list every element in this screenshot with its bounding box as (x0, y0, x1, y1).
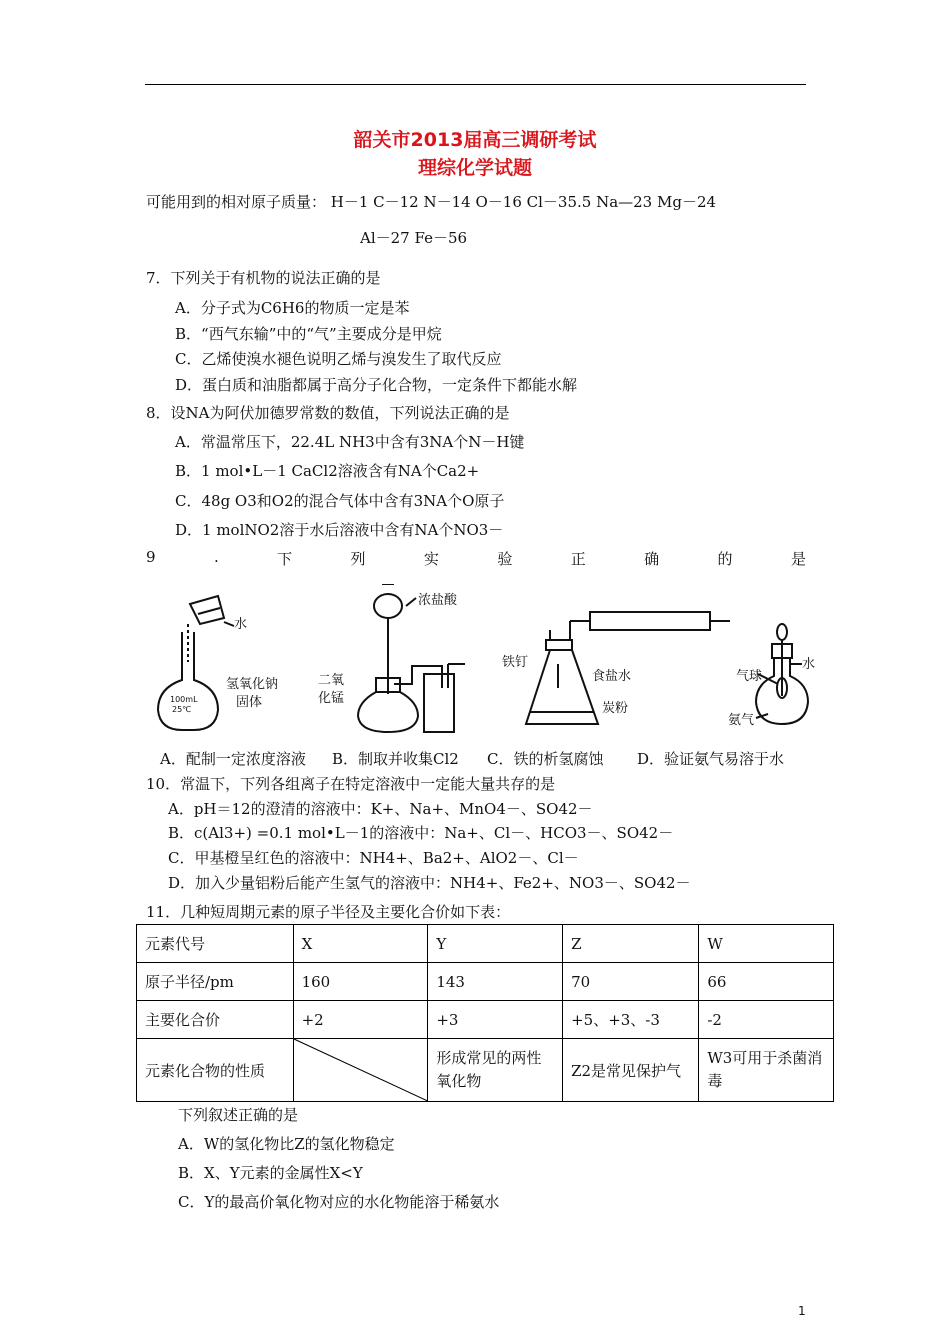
label-mno2-2: 化锰 (318, 691, 345, 706)
table-cell-diagonal (293, 1039, 428, 1102)
q9-apparatus-figure (150, 584, 820, 734)
q9-stem-word: 的 (717, 550, 733, 568)
label-naoh: 氢氧化钠 (226, 677, 279, 692)
table-cell: W3可用于杀菌消毒 (699, 1039, 834, 1102)
label-mno2-1: 二氧 (318, 673, 345, 688)
table-row (137, 1039, 834, 1102)
table-cell: 元素代号 (137, 925, 294, 963)
exam-subtitle: 理综化学试题 (417, 157, 532, 179)
q9-option-a: A．配制一定浓度溶液 (160, 750, 306, 768)
q9-stem-word: 9 (146, 548, 156, 566)
table-cell: -2 (699, 1001, 834, 1039)
label-water: 水 (234, 617, 248, 632)
table-cell: 主要化合价 (137, 1001, 294, 1039)
q9-stem-word: 是 (790, 550, 806, 568)
q9-option-b: B．制取并收集Cl2 (332, 750, 459, 768)
volumetric-flask-diagram (158, 596, 234, 730)
table-row (137, 963, 834, 1001)
table-cell: 160 (293, 963, 428, 1001)
label-solid: 固体 (236, 695, 263, 710)
label-salt-water: 食盐水 (592, 669, 632, 684)
q8-option-c: C．48g O3和O2的混合气体中含有3NA个O原子 (175, 492, 505, 510)
table-cell: Z (563, 925, 699, 963)
table-cell: 143 (428, 963, 563, 1001)
q7-option-d: D．蛋白质和油脂都属于高分子化合物，一定条件下都能水解 (175, 376, 578, 394)
q9-stem-word: . (213, 548, 219, 566)
atomic-mass-line1: 可能用到的相对原子质量： H－1 C－12 N－14 O－16 Cl－35.5 Na—23 Mg－24 (146, 193, 717, 211)
label-nail: 铁钉 (502, 655, 529, 670)
label-conc-hcl: 浓盐酸 (418, 593, 458, 608)
table-cell: Y (428, 925, 563, 963)
header-rule (145, 84, 806, 85)
q11-option-a: A．W的氢化物比Z的氢化物稳定 (178, 1135, 395, 1153)
q8-option-a: A．常温常压下，22.4L NH3中含有3NA个N－H键 (175, 433, 525, 451)
label-25c: 25℃ (172, 705, 192, 714)
table-row (137, 925, 834, 963)
table-cell: +2 (293, 1001, 428, 1039)
q9-stem-word: 列 (350, 550, 366, 568)
table-cell: +3 (428, 1001, 563, 1039)
q9-stem (146, 548, 806, 569)
q9-stem-word: 确 (644, 550, 660, 568)
q10-option-d: D．加入少量铝粉后能产生氢气的溶液中：NH4+、Fe2+、NO3－、SO42－ (168, 874, 691, 892)
table-row (137, 1001, 834, 1039)
q8-option-d: D．1 molNO2溶于水后溶液中含有NA个NO3－ (175, 521, 504, 539)
q7-option-a: A．分子式为C6H6的物质一定是苯 (175, 299, 410, 317)
page-number: 1 (798, 1304, 806, 1318)
table-cell: Z2是常见保护气 (563, 1039, 699, 1102)
q7-stem: 7．下列关于有机物的说法正确的是 (146, 269, 381, 287)
table-cell: 原子半径/pm (137, 963, 294, 1001)
table-cell: 形成常见的两性氧化物 (428, 1039, 563, 1102)
table-cell: 70 (563, 963, 699, 1001)
q8-option-b: B．1 mol•L－1 CaCl2溶液含有NA个Ca2+ (175, 462, 480, 480)
q11-follow: 下列叙述正确的是 (178, 1106, 299, 1124)
q7-option-c: C．乙烯使溴水褪色说明乙烯与溴发生了取代反应 (175, 350, 502, 368)
q11-option-b: B．X、Y元素的金属性X<Y (178, 1164, 363, 1182)
q9-stem-word: 实 (423, 550, 439, 568)
q11-stem: 11．几种短周期元素的原子半径及主要化合价如下表： (146, 903, 511, 921)
q9-option-c: C．铁的析氢腐蚀 (487, 750, 604, 768)
table-cell: W (699, 925, 834, 963)
label-water-2: 水 (802, 657, 816, 672)
exam-title: 韶关市2013届高三调研考试 (353, 129, 597, 151)
element-table (136, 924, 834, 1102)
q10-option-a: A．pH＝12的澄清的溶液中：K+、Na+、MnO4－、SO42－ (168, 800, 593, 818)
q9-option-d: D．验证氨气易溶于水 (637, 750, 785, 768)
ammonia-setup-diagram (756, 624, 808, 724)
q8-stem: 8．设NA为阿伏加德罗常数的数值，下列说法正确的是 (146, 404, 510, 422)
q11-option-c: C．Y的最高价氧化物对应的水化物能溶于稀氨水 (178, 1193, 500, 1211)
label-carbon: 炭粉 (602, 701, 629, 716)
table-cell: 元素化合物的性质 (137, 1039, 294, 1102)
q9-stem-word: 下 (277, 550, 293, 568)
q10-option-c: C．甲基橙呈红色的溶液中：NH4+、Ba2+、AlO2－、Cl－ (168, 849, 579, 867)
q9-stem-word: 正 (570, 550, 586, 568)
q9-stem-word: 验 (497, 550, 513, 568)
table-cell: X (293, 925, 428, 963)
label-ammonia: 氨气 (728, 713, 755, 728)
table-cell: 66 (699, 963, 834, 1001)
diagonal-line (294, 1039, 428, 1101)
table-cell: +5、+3、-3 (563, 1001, 699, 1039)
label-balloon: 气球 (736, 669, 763, 684)
label-100ml: 100mL (170, 695, 198, 704)
q7-option-b: B．“西气东输”中的“气”主要成分是甲烷 (175, 325, 442, 343)
q10-stem: 10．常温下，下列各组离子在特定溶液中一定能大量共存的是 (146, 775, 556, 793)
q10-option-b: B．c(Al3+) =0.1 mol•L－1的溶液中：Na+、Cl－、HCO3－、SO42－ (168, 824, 674, 842)
atomic-mass-line2: Al－27 Fe－56 (360, 229, 468, 247)
